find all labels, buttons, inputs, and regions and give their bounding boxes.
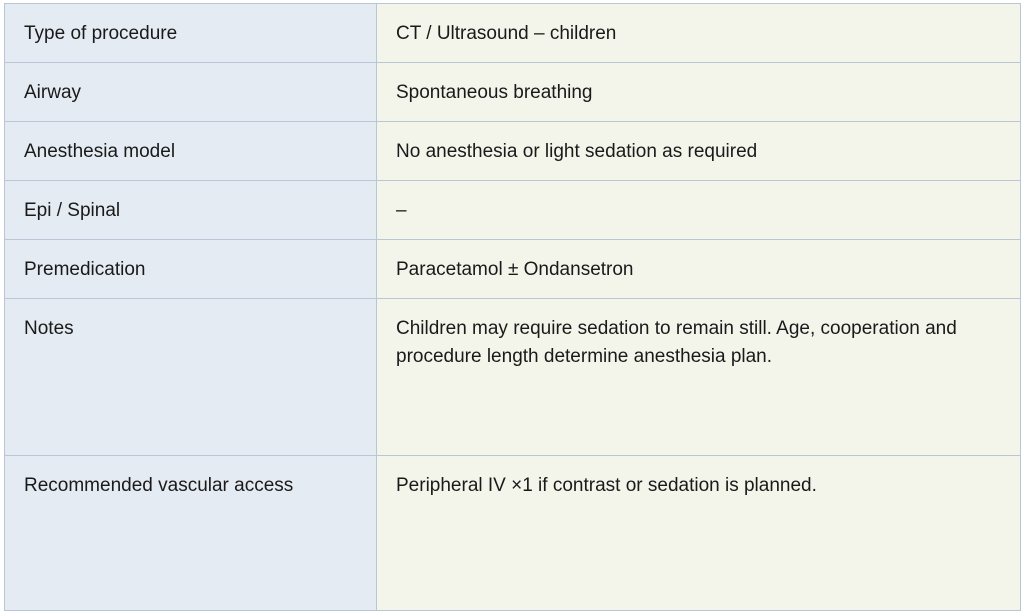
table-row bbox=[5, 240, 1021, 299]
table-row bbox=[5, 63, 1021, 122]
table-row bbox=[5, 4, 1021, 63]
row-value: Spontaneous breathing bbox=[377, 63, 1021, 122]
row-value: CT / Ultrasound – children bbox=[377, 4, 1021, 63]
table-row bbox=[5, 456, 1021, 611]
row-label: Premedication bbox=[5, 240, 377, 299]
row-value: – bbox=[377, 181, 1021, 240]
table-row bbox=[5, 299, 1021, 456]
row-label: Recommended vascular access bbox=[5, 456, 377, 611]
row-value: Peripheral IV ×1 if contrast or sedation is planned. bbox=[377, 456, 1021, 611]
row-value: No anesthesia or light sedation as required bbox=[377, 122, 1021, 181]
table-row bbox=[5, 122, 1021, 181]
row-label: Epi / Spinal bbox=[5, 181, 377, 240]
row-label: Anesthesia model bbox=[5, 122, 377, 181]
row-value: Paracetamol ± Ondansetron bbox=[377, 240, 1021, 299]
procedure-table bbox=[4, 3, 1021, 611]
row-label: Type of procedure bbox=[5, 4, 377, 63]
row-label: Airway bbox=[5, 63, 377, 122]
row-value: Children may require sedation to remain still. Age, cooperation and procedure length determine anesthesia plan. bbox=[377, 299, 1021, 456]
table-row bbox=[5, 181, 1021, 240]
row-label: Notes bbox=[5, 299, 377, 456]
